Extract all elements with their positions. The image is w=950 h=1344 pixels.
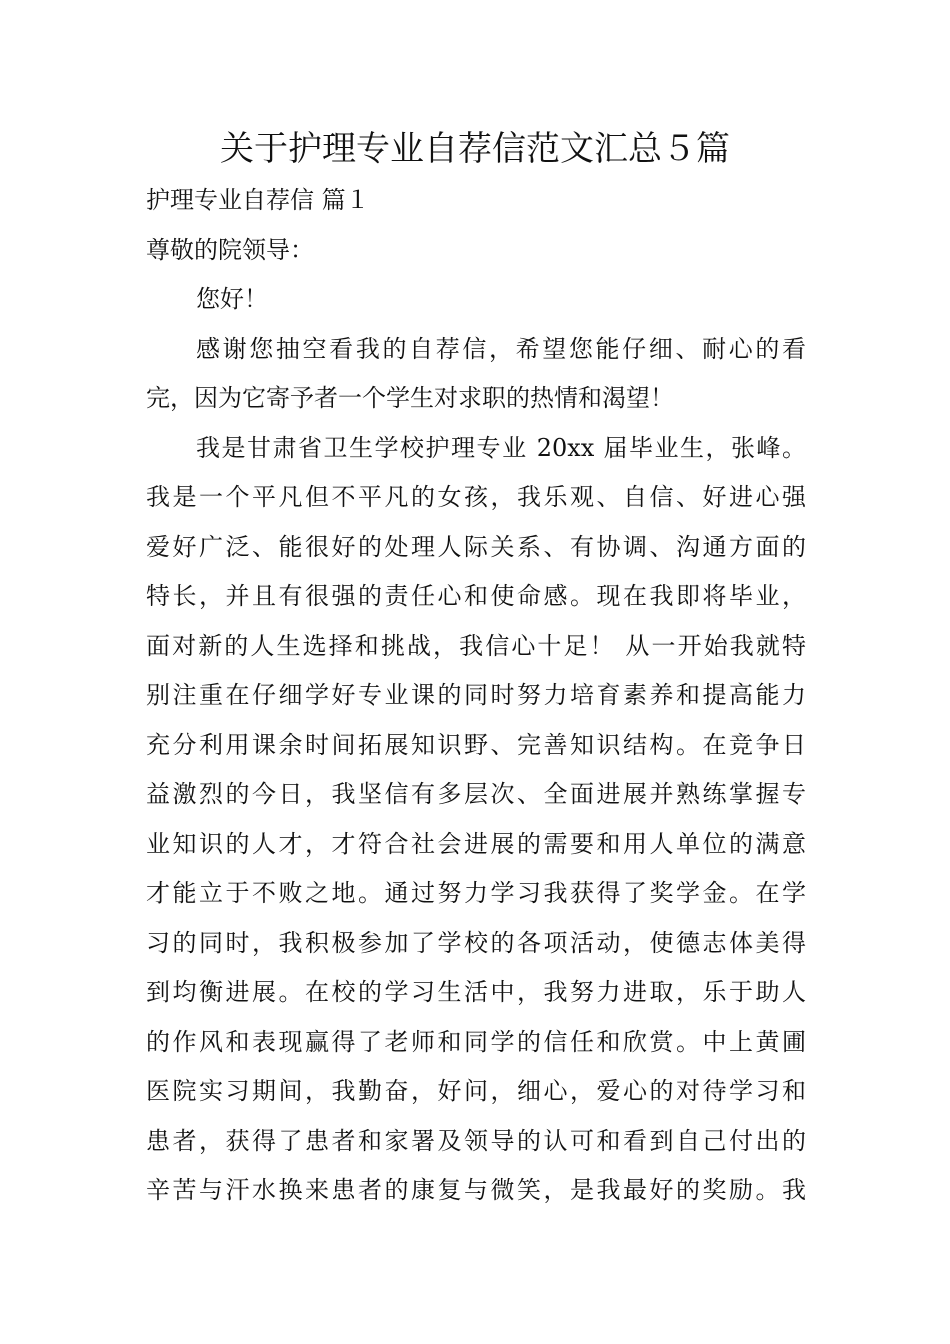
paragraph-line: 完，因为它寄予者一个学生对求职的热情和渴望！	[146, 384, 674, 412]
paragraph-line: 患者，获得了患者和家署及领导的认可和看到自己付出的	[146, 1127, 806, 1155]
paragraph-line: 习的同时，我积极参加了学校的各项活动，使德志体美得	[146, 929, 806, 957]
paragraph-line: 我是一个平凡但不平凡的女孩，我乐观、自信、好进心强	[146, 483, 806, 511]
paragraph-line: 面对新的人生选择和挑战，我信心十足！ 从一开始我就特	[146, 632, 806, 660]
paragraph-line: 充分利用课余时间拓展知识野、完善知识结构。在竞争日	[146, 731, 806, 759]
paragraph-line: 的作风和表现赢得了老师和同学的信任和欣赏。中上黄圃	[146, 1028, 806, 1056]
paragraph-line: 别注重在仔细学好专业课的同时努力培育素养和提高能力	[146, 681, 806, 709]
paragraph-line: 才能立于不败之地。通过努力学习我获得了奖学金。在学	[146, 879, 806, 907]
section-heading: 护理专业自荐信 篇１	[146, 186, 370, 214]
paragraph-line: 医院实习期间，我勤奋，好问，细心，爱心的对待学习和	[146, 1077, 806, 1105]
paragraph-line: 特长，并且有很强的责任心和使命感。现在我即将毕业，	[146, 582, 806, 610]
paragraph-line: 业知识的人才，才符合社会进展的需要和用人单位的满意	[146, 830, 806, 858]
greeting: 您好！	[196, 285, 268, 313]
paragraph-line: 益激烈的今日，我坚信有多层次、全面进展并熟练掌握专	[146, 780, 806, 808]
paragraph-line: 感谢您抽空看我的自荐信，希望您能仔细、耐心的看	[196, 335, 806, 363]
paragraph-line: 我是甘肃省卫生学校护理专业 20xx 届毕业生，张峰。	[196, 434, 806, 462]
paragraph-line: 到均衡进展。在校的学习生活中，我努力进取，乐于助人	[146, 978, 806, 1006]
document-title: 关于护理专业自荐信范文汇总５篇	[220, 129, 730, 169]
paragraph-line: 辛苦与汗水换来患者的康复与微笑，是我最好的奖励。我	[146, 1176, 806, 1204]
salutation: 尊敬的院领导：	[146, 236, 314, 264]
paragraph-line: 爱好广泛、能很好的处理人际关系、有协调、沟通方面的	[146, 533, 806, 561]
